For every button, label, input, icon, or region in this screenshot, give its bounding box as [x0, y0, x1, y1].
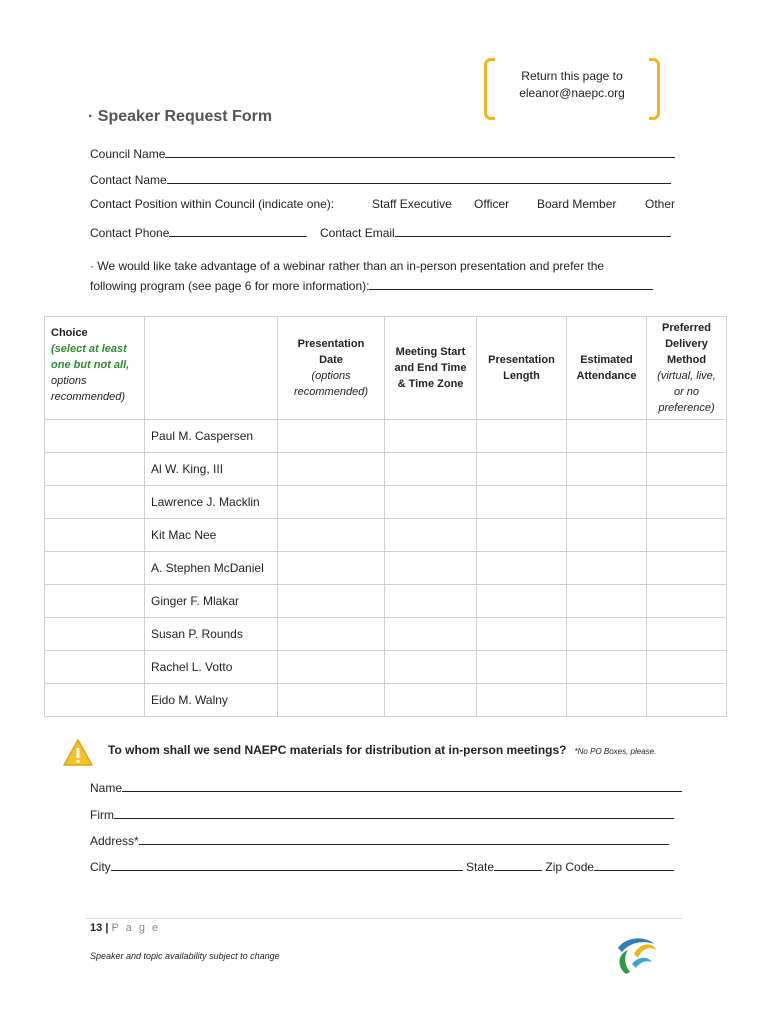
- page-number: 13: [90, 922, 103, 934]
- contact-phone-line: [90, 224, 307, 240]
- firm-field[interactable]: [114, 806, 674, 819]
- return-note-box: [484, 58, 660, 116]
- presentation-length-cell[interactable]: [477, 420, 567, 453]
- meeting-time-cell[interactable]: [385, 618, 477, 651]
- estimated-attendance-cell[interactable]: [567, 585, 647, 618]
- estimated-attendance-title: Estimated Attendance: [576, 354, 637, 382]
- meeting-time-cell[interactable]: [385, 519, 477, 552]
- estimated-attendance-cell[interactable]: [567, 618, 647, 651]
- address-line: [90, 832, 669, 848]
- council-name-label: Council Name: [90, 147, 166, 161]
- meeting-time-cell[interactable]: [385, 585, 477, 618]
- choice-cell[interactable]: [45, 519, 145, 552]
- speaker-name-cell: Ginger F. Mlakar: [145, 585, 278, 618]
- table-row: [45, 618, 727, 651]
- delivery-method-cell[interactable]: [647, 552, 727, 585]
- speaker-name-cell: A. Stephen McDaniel: [145, 552, 278, 585]
- estimated-attendance-header: [567, 317, 647, 420]
- zip-field[interactable]: [594, 858, 674, 871]
- choice-cell[interactable]: [45, 486, 145, 519]
- presentation-date-note: (options recommended): [294, 370, 368, 398]
- presentation-length-cell[interactable]: [477, 486, 567, 519]
- return-note: [498, 68, 646, 102]
- delivery-method-cell[interactable]: [647, 420, 727, 453]
- firm-label: Firm: [90, 808, 114, 822]
- naepc-logo-icon: [612, 934, 658, 976]
- choice-cell[interactable]: [45, 453, 145, 486]
- page-word: P a g e: [111, 922, 161, 934]
- page-separator: |: [105, 922, 109, 934]
- contact-phone-field[interactable]: [169, 224, 307, 237]
- choice-title: Choice: [51, 327, 88, 339]
- choice-header: [45, 317, 145, 420]
- contact-position-label: Contact Position within Council (indicate one):: [90, 197, 335, 211]
- presentation-date-cell[interactable]: [278, 552, 385, 585]
- presentation-date-title: Presentation Date: [297, 338, 365, 366]
- name-label: Name: [90, 781, 123, 795]
- state-field[interactable]: [494, 858, 542, 871]
- table-row: [45, 651, 727, 684]
- delivery-method-header: [647, 317, 727, 420]
- table-row: [45, 420, 727, 453]
- estimated-attendance-cell[interactable]: [567, 552, 647, 585]
- webinar-program-field[interactable]: [369, 277, 653, 290]
- delivery-method-cell[interactable]: [647, 519, 727, 552]
- meeting-time-title: Meeting Start and End Time & Time Zone: [394, 346, 467, 390]
- city-field[interactable]: [111, 858, 463, 871]
- footer-divider: [86, 918, 682, 919]
- presentation-length-header: [477, 317, 567, 420]
- presentation-length-cell[interactable]: [477, 552, 567, 585]
- meeting-time-cell[interactable]: [385, 453, 477, 486]
- speaker-name-cell: Lawrence J. Macklin: [145, 486, 278, 519]
- presentation-date-cell[interactable]: [278, 618, 385, 651]
- speaker-name-cell: Kit Mac Nee: [145, 519, 278, 552]
- return-note-email: eleanor@naepc.org: [519, 86, 625, 100]
- contact-email-field[interactable]: [395, 224, 671, 237]
- table-row: [45, 519, 727, 552]
- position-option-board[interactable]: Board Member: [537, 197, 617, 211]
- table-row: [45, 453, 727, 486]
- estimated-attendance-cell[interactable]: [567, 651, 647, 684]
- position-option-other[interactable]: Other: [645, 197, 676, 211]
- estimated-attendance-cell[interactable]: [567, 420, 647, 453]
- left-bracket: [484, 58, 495, 120]
- name-field[interactable]: [122, 779, 682, 792]
- table-row: [45, 552, 727, 585]
- speaker-name-cell: Eido M. Walny: [145, 684, 278, 717]
- table-row: [45, 684, 727, 717]
- webinar-line2-row: [90, 277, 653, 293]
- delivery-method-cell[interactable]: [647, 453, 727, 486]
- meeting-time-cell[interactable]: [385, 552, 477, 585]
- presentation-date-cell[interactable]: [278, 486, 385, 519]
- contact-name-line: [90, 171, 671, 187]
- send-question-line: [108, 743, 656, 757]
- estimated-attendance-cell[interactable]: [567, 486, 647, 519]
- presentation-date-header: [278, 317, 385, 420]
- meeting-time-cell[interactable]: [385, 651, 477, 684]
- presentation-length-title: Presentation Length: [488, 354, 555, 382]
- form-title: · Speaker Request Form: [88, 108, 273, 125]
- choice-cell[interactable]: [45, 420, 145, 453]
- state-label: State: [466, 860, 495, 874]
- firm-line: [90, 806, 674, 822]
- address-field[interactable]: [139, 832, 669, 845]
- position-option-officer[interactable]: Officer: [474, 197, 510, 211]
- choice-note: options recommended): [51, 375, 125, 403]
- contact-email-label: Contact Email: [320, 226, 395, 240]
- presentation-date-cell[interactable]: [278, 651, 385, 684]
- contact-name-label: Contact Name: [90, 173, 167, 187]
- speaker-name-cell: Al W. King, III: [145, 453, 278, 486]
- speaker-name-header: [145, 317, 278, 420]
- meeting-time-cell[interactable]: [385, 684, 477, 717]
- estimated-attendance-cell[interactable]: [567, 453, 647, 486]
- warning-icon: [62, 738, 94, 768]
- meeting-time-cell[interactable]: [385, 420, 477, 453]
- right-bracket: [649, 58, 660, 120]
- delivery-method-cell[interactable]: [647, 486, 727, 519]
- send-note: *No PO Boxes, please.: [574, 747, 657, 756]
- webinar-line1: · We would like take advantage of a webinar rather than an in-person presentation and prefer the: [90, 259, 605, 273]
- presentation-length-cell[interactable]: [477, 684, 567, 717]
- choice-cell[interactable]: [45, 552, 145, 585]
- meeting-time-header: [385, 317, 477, 420]
- delivery-method-cell[interactable]: [647, 585, 727, 618]
- presentation-length-cell[interactable]: [477, 618, 567, 651]
- city-label: City: [90, 860, 111, 874]
- choice-cell[interactable]: [45, 618, 145, 651]
- delivery-method-note: (virtual, live, or no preference): [657, 370, 716, 414]
- delivery-method-cell[interactable]: [647, 618, 727, 651]
- presentation-date-cell[interactable]: [278, 519, 385, 552]
- presentation-length-cell[interactable]: [477, 453, 567, 486]
- presentation-length-cell[interactable]: [477, 651, 567, 684]
- name-line: [90, 779, 682, 795]
- speaker-name-cell: Susan P. Rounds: [145, 618, 278, 651]
- contact-position-line: [90, 197, 334, 211]
- speaker-name-cell: Paul M. Caspersen: [145, 420, 278, 453]
- presentation-length-cell[interactable]: [477, 519, 567, 552]
- contact-email-line: [320, 224, 671, 240]
- estimated-attendance-cell[interactable]: [567, 519, 647, 552]
- table-header-row: [45, 317, 727, 420]
- delivery-method-cell[interactable]: [647, 651, 727, 684]
- presentation-date-cell[interactable]: [278, 420, 385, 453]
- send-question: To whom shall we send NAEPC materials for distribution at in-person meetings?: [108, 743, 567, 757]
- choice-green-note: (select at least one but not all,: [51, 343, 130, 371]
- table-row: [45, 486, 727, 519]
- city-line: [90, 858, 674, 874]
- zip-label: Zip Code: [545, 860, 595, 874]
- speaker-table: [44, 316, 727, 717]
- council-name-line: [90, 145, 675, 161]
- contact-phone-label: Contact Phone: [90, 226, 170, 240]
- table-row: [45, 585, 727, 618]
- council-name-field[interactable]: [165, 145, 675, 158]
- delivery-method-cell[interactable]: [647, 684, 727, 717]
- footer-note: Speaker and topic availability subject to change: [90, 951, 280, 961]
- presentation-date-cell[interactable]: [278, 585, 385, 618]
- page-number-line: [90, 922, 160, 934]
- delivery-method-title: Preferred Delivery Method: [662, 322, 711, 366]
- return-note-line1: Return this page to: [521, 69, 623, 83]
- choice-cell[interactable]: [45, 585, 145, 618]
- address-label: Address*: [90, 834, 139, 848]
- choice-cell[interactable]: [45, 651, 145, 684]
- presentation-date-cell[interactable]: [278, 453, 385, 486]
- contact-name-field[interactable]: [167, 171, 671, 184]
- presentation-length-cell[interactable]: [477, 585, 567, 618]
- position-option-staff[interactable]: Staff Executive: [372, 197, 452, 211]
- estimated-attendance-cell[interactable]: [567, 684, 647, 717]
- presentation-date-cell[interactable]: [278, 684, 385, 717]
- choice-cell[interactable]: [45, 684, 145, 717]
- speaker-name-cell: Rachel L. Votto: [145, 651, 278, 684]
- meeting-time-cell[interactable]: [385, 486, 477, 519]
- webinar-line2: following program (see page 6 for more information):: [90, 279, 370, 293]
